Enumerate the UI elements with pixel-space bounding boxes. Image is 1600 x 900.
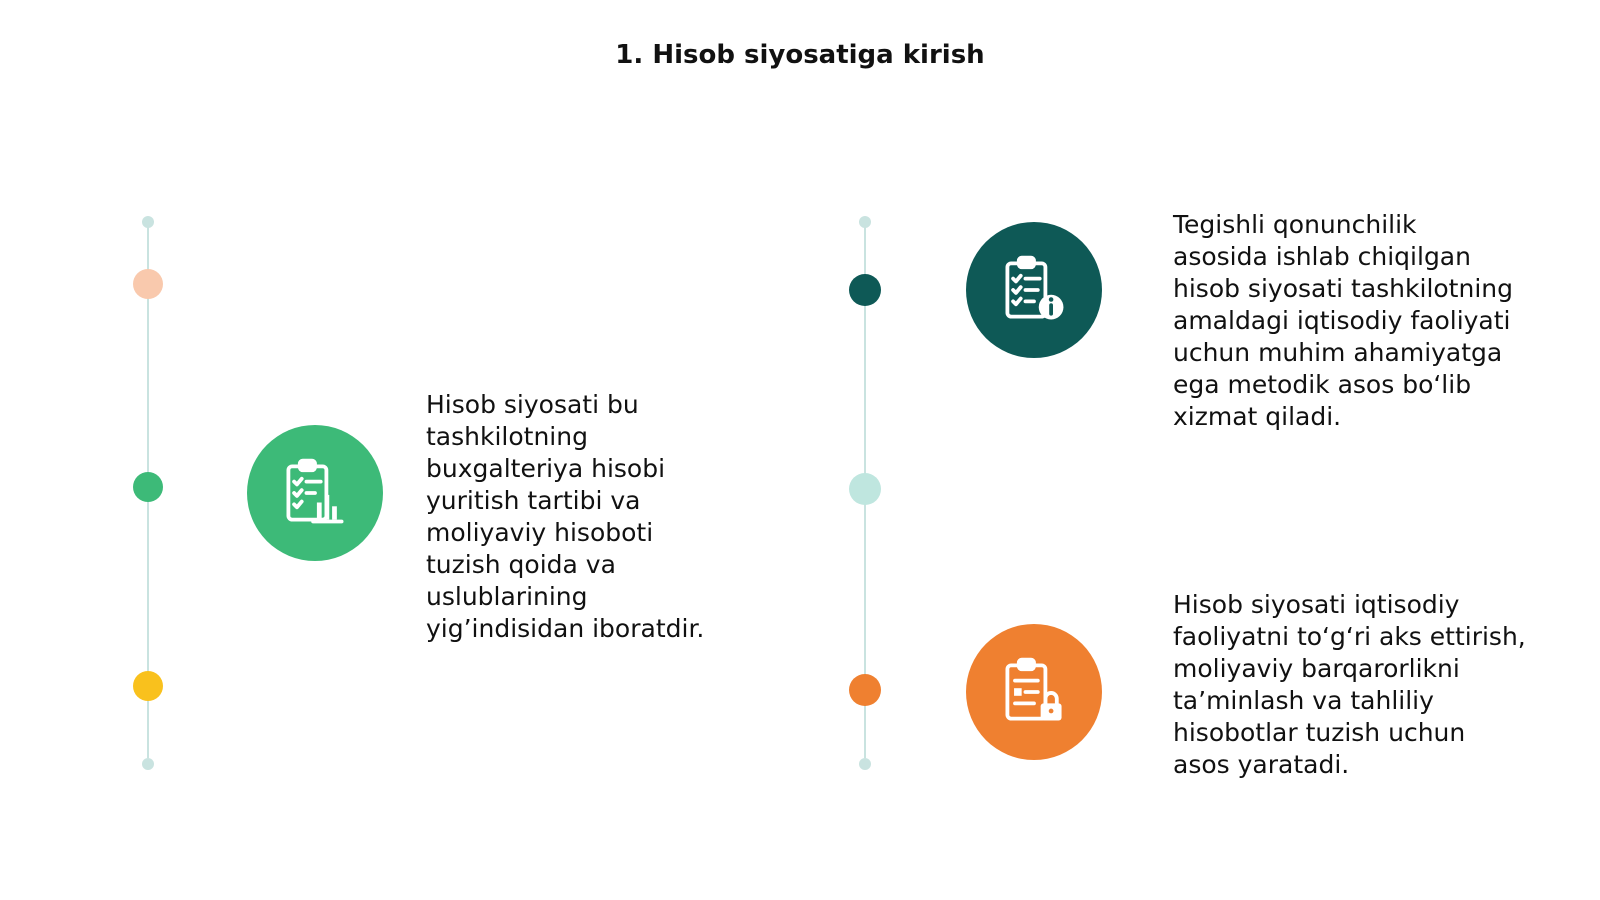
- timeline-dot-peach: [133, 269, 163, 299]
- item-text-1: Hisob siyosati bu tashkilotning buxgalteriya hisobi yuritish tartibi va moliyaviy hisoboti tuzish qoida va uslublarining yig’indisidan iboratdir.: [426, 390, 705, 643]
- clipboard-info-badge: [966, 222, 1102, 358]
- timeline-right: [850, 210, 880, 770]
- timeline-end-dot: [142, 758, 154, 770]
- page-title: 1. Hisob siyosatiga kirish: [615, 40, 985, 70]
- clipboard-lock-badge: [966, 624, 1102, 760]
- clipboard-chart-icon: [277, 455, 353, 531]
- clipboard-info-icon: [996, 252, 1072, 328]
- timeline-end-dot: [859, 758, 871, 770]
- clipboard-chart-badge: [247, 425, 383, 561]
- timeline-dot-yellow: [133, 671, 163, 701]
- timeline-dot-teal: [849, 274, 881, 306]
- timeline-start-dot: [859, 216, 871, 228]
- item-text-2: Tegishli qonunchilik asosida ishlab chiqilgan hisob siyosati tashkilotning amaldagi iqtisodiy faoliyati uchun muhim ahamiyatga ega metodik asos bo‘lib xizmat qiladi.: [1173, 210, 1513, 431]
- timeline-start-dot: [142, 216, 154, 228]
- clipboard-lock-icon: [996, 654, 1072, 730]
- timeline-dot-orange: [849, 674, 881, 706]
- timeline-left: [133, 210, 163, 770]
- item-text-3: Hisob siyosati iqtisodiy faoliyatni to‘g‘ri aks ettirish, moliyaviy barqarorlikni ta’minlash va tahliliy hisobotlar tuzish uchun asos yaratadi.: [1173, 590, 1526, 779]
- timeline-dot-green: [133, 472, 163, 502]
- timeline-dot-mint: [849, 473, 881, 505]
